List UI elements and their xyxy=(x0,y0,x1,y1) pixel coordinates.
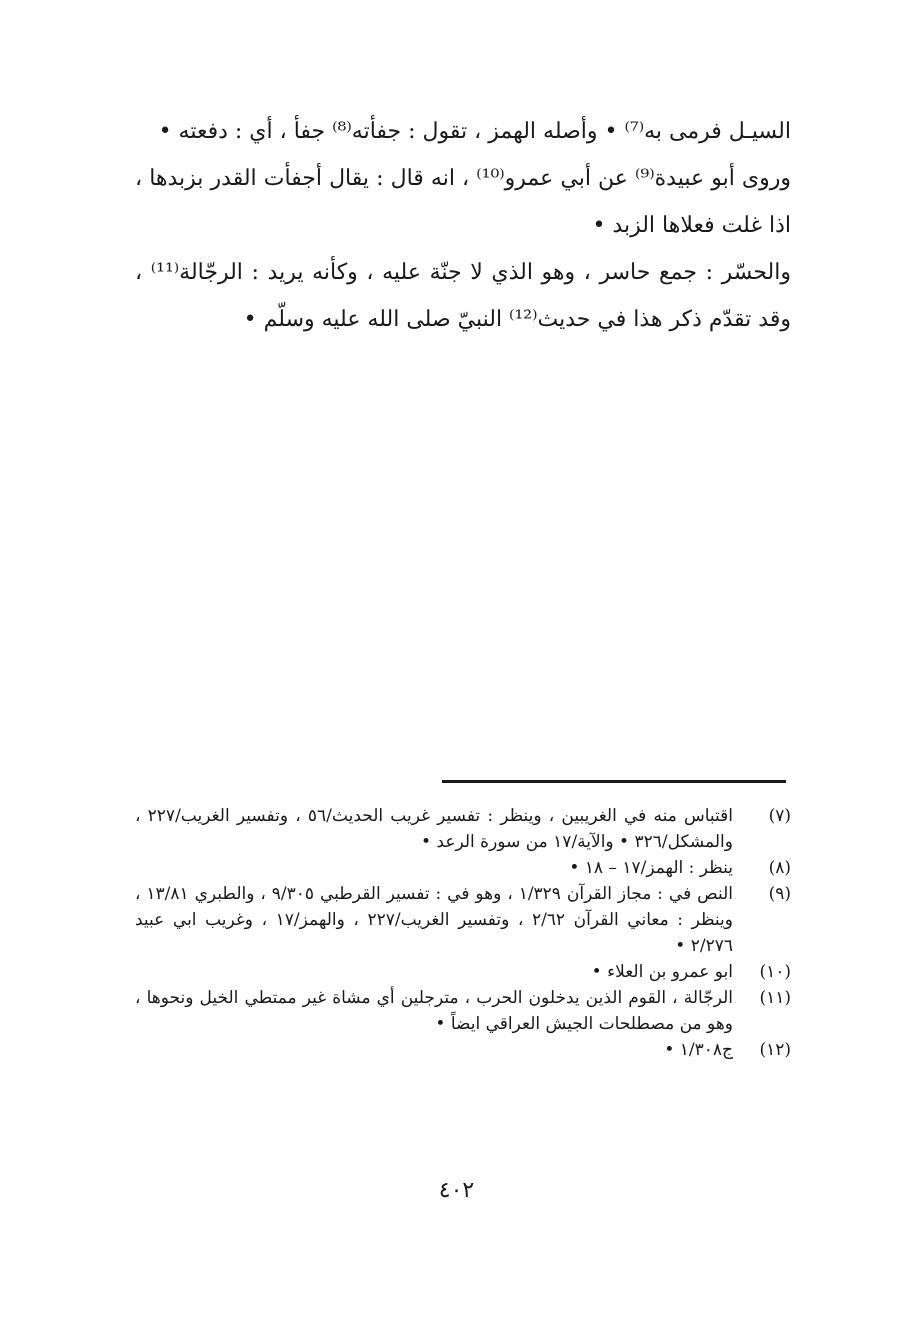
footnote-text: الرجّالة ، القوم الذين يدخلون الحرب ، مترجلين أي مشاة غير ممتطي الخيل ونحوها ، وهو من مصطلحات الجيش العراقي ايضاً • xyxy=(135,988,733,1034)
footnote-text: ابو عمرو بن العلاء • xyxy=(591,962,733,982)
footnote xyxy=(135,985,791,1037)
footnote-number: (١١) xyxy=(759,988,791,1008)
main-text xyxy=(135,108,791,343)
footnote xyxy=(135,803,791,855)
paragraph-2: وروى أبو عبيدة⁽⁹⁾ عن أبي عمرو⁽¹⁰⁾ ، انه قال : يقال أجفأت القدر بزبدها ، اذا غلت فعلاها الزبد • xyxy=(135,166,791,238)
footnote-number: (١٢) xyxy=(759,1040,791,1060)
footnote-number: (٩) xyxy=(768,884,791,904)
footnote xyxy=(135,855,791,881)
footnote xyxy=(135,959,791,985)
footnote-number: (٧) xyxy=(768,806,791,826)
footnote-text: ج١/٣٠٨ • xyxy=(664,1040,733,1060)
footnote-number: (٨) xyxy=(768,858,791,878)
footnote-separator xyxy=(442,780,786,783)
footnote-text: النص في : مجاز القرآن ١/٣٢٩ ، وهو في : تفسير القرطبي ٩/٣٠٥ ، والطبري ١٣/٨١ ، وينظر : معاني القرآن ٢/٦٢ ، وتفسير الغريب/٢٢٧ ، والهمز/١٧ ، وغريب ابي عبيد ٢/٢٧٦ • xyxy=(135,884,733,956)
page-number: ٤٠٢ xyxy=(438,1178,475,1203)
footnote-number: (١٠) xyxy=(759,962,791,982)
footnote-text: اقتباس منه في الغريبين ، وينظر : تفسير غريب الحديث/٥٦ ، وتفسير الغريب/٢٢٧ ، والمشكل/٣٢٦ • والآية/١٧ من سورة الرعد • xyxy=(135,806,734,852)
footnote-text: ينظر : الهمز/١٧ – ١٨ • xyxy=(569,858,733,878)
footnote xyxy=(135,881,791,959)
paragraph-1: السيـل فرمى به⁽⁷⁾ • وأصله الهمز ، تقول : جفأته⁽⁸⁾ جفأ ، أي : دفعته • xyxy=(158,119,791,144)
footnote xyxy=(135,1037,791,1063)
footnotes xyxy=(135,803,791,1063)
paragraph-3: والحسّر : جمع حاسر ، وهو الذي لا جنّة عليه ، وكأنه يريد : الرجّالة⁽¹¹⁾ ، وقد تقدّم ذكر هذا في حديث⁽¹²⁾ النبيّ صلى الله عليه وسلّم • xyxy=(135,260,791,332)
